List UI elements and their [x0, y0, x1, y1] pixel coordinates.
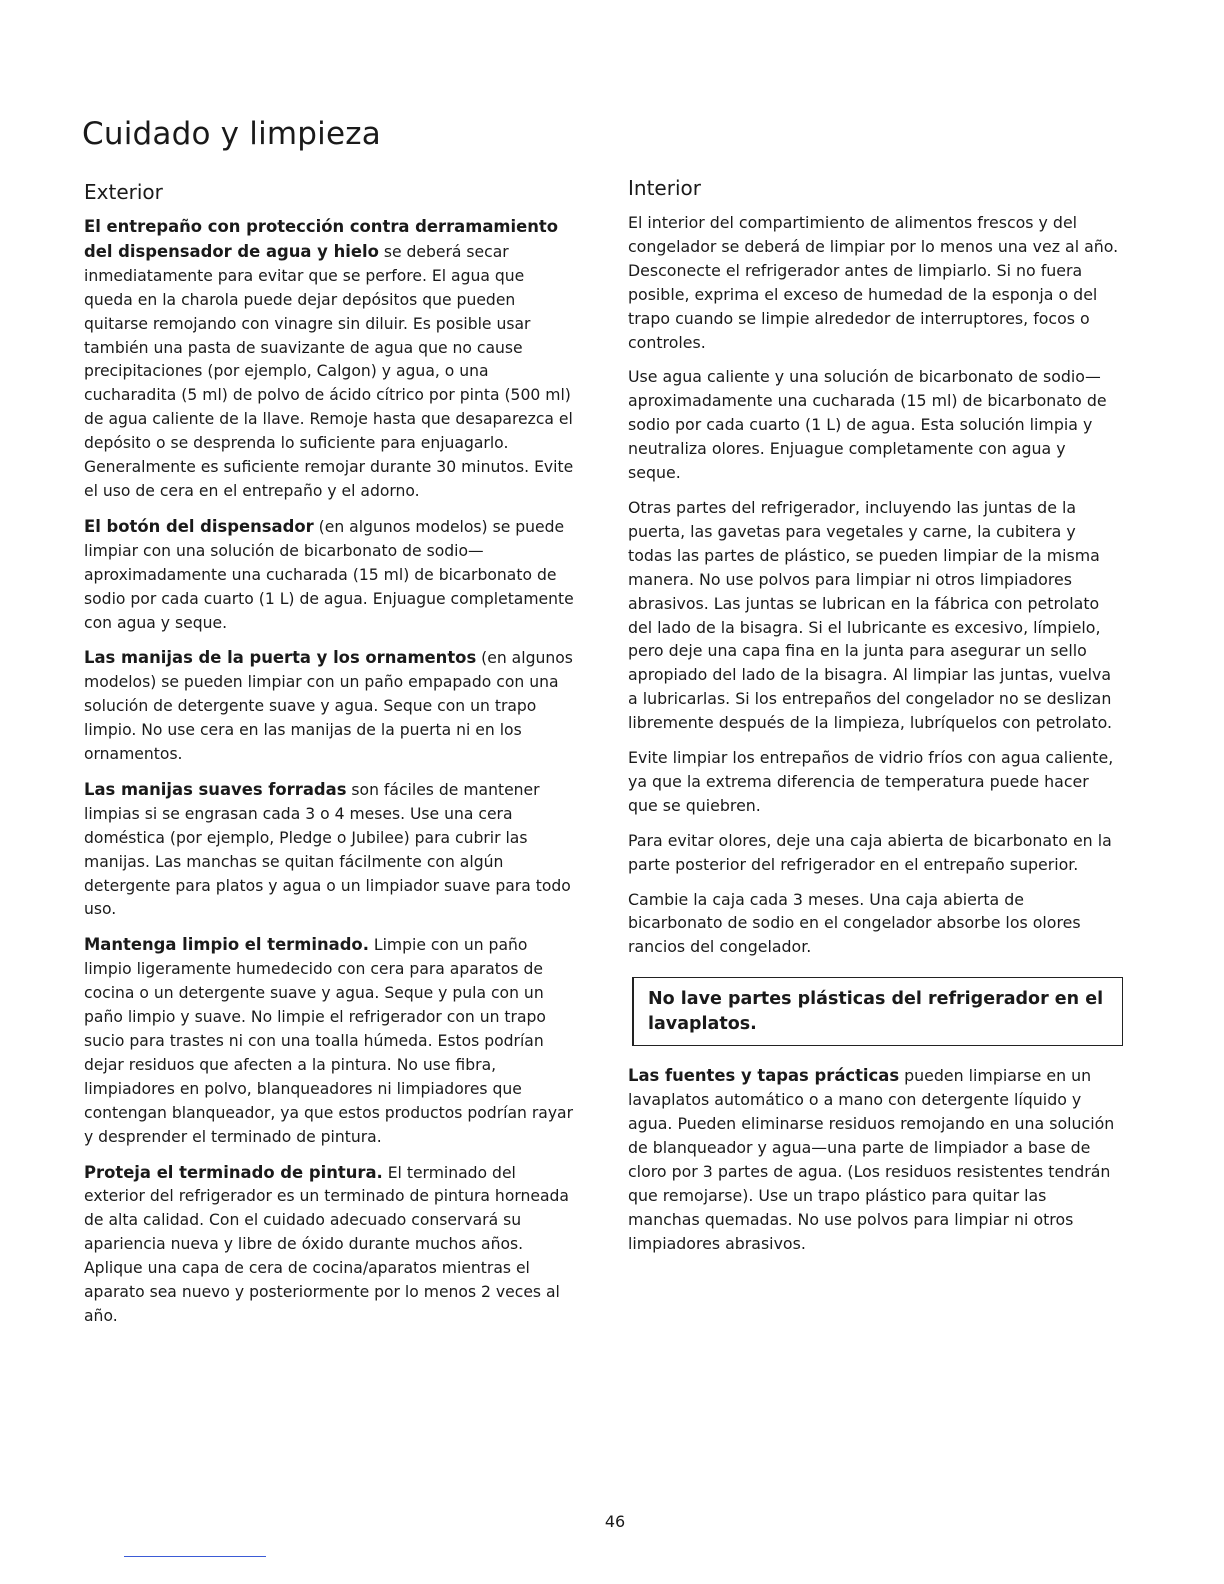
page-title: Cuidado y limpieza [82, 116, 381, 152]
paragraph-avoid-odors: Para evitar olores, deje una caja abierta de bicarbonato en la parte posterior del refrigerador en el entrepaño superior. [628, 830, 1112, 874]
paragraph-text: son fáciles de mantener limpias si se engrasan cada 3 o 4 meses. Use una cera doméstica (por ejemplo, Pledge o Jubilee) para cubrir las manijas. Las manchas se quitan fácilmente con algún detergente para platos y agua o un limpiador suave para todo uso. [84, 780, 571, 919]
paragraph-text: (en algunos modelos) se puede limpiar con una solución de bicarbonato de sodio—aproximadamente una cucharada (15 ml) de bicarbonato de sodio por cada cuarto (1 L) de agua. Enjuague completamente con agua y seque. [84, 517, 574, 632]
paragraph-serving-dishes [628, 1064, 1123, 1255]
interior-heading: Interior [628, 176, 701, 200]
paragraph-lead: Las manijas suaves forradas [84, 779, 347, 799]
paragraph-interior-clean: El interior del compartimiento de alimentos frescos y del congelador se deberá de limpiar por lo menos una vez al año. Desconecte el refrigerador antes de limpiarlo. Si no fuera posible, exprima el exceso de humedad de la esponja o del trapo cuando se limpie alrededor de interruptores, focos o controles. [628, 213, 1119, 352]
paragraph-lead: El botón del dispensador [84, 516, 314, 536]
paragraph-glass-shelves: Evite limpiar los entrepaños de vidrio fríos con agua caliente, ya que la extrema diferencia de temperatura puede hacer que se quiebren. [628, 748, 1114, 815]
paragraph-dispenser-button [84, 515, 574, 636]
footer-divider [124, 1556, 266, 1557]
paragraph-text: se deberá secar inmediatamente para evitar que se perfore. El agua que queda en la charola puede dejar depósitos que pueden quitarse remojando con vinagre sin diluir. Es posible usar también una pasta de suavizante de agua que no cause precipitaciones (por ejemplo, Calgon) y agua, o una cucharadita (5 ml) de polvo de ácido cítrico por pinta (500 ml) de agua caliente de la llave. Remoje hasta que desaparezca el depósito o se desprenda lo suficiente para enjuagarlo. Generalmente es suficiente remojar durante 30 minutos. Evite el uso de cera en el entrepaño y el adorno. [84, 242, 574, 500]
paragraph-door-handles [84, 646, 574, 767]
paragraph-lead: Las fuentes y tapas prácticas [628, 1066, 900, 1086]
paragraph-text: El terminado del exterior del refrigerador es un terminado de pintura horneada de alta calidad. Con el cuidado adecuado conservará su apariencia nueva y libre de óxido durante muchos años. Aplique una capa de cera de cocina/aparatos mientras el aparato sea nuevo y posteriormente por lo menos 2 veces al año. [84, 1163, 569, 1325]
paragraph-spill-shelf [84, 215, 574, 504]
paragraph-lead: El entrepaño con protección contra derramamiento del dispensador de agua y hielo [84, 217, 558, 261]
paragraph-text: (en algunos modelos) se pueden limpiar con un paño empapado con una solución de detergente suave y agua. Seque con un trapo limpio. No use cera en las manijas de la puerta ni en los ornamentos. [84, 649, 573, 764]
page-number: 46 [604, 1512, 626, 1531]
paragraph-lead: Las manijas de la puerta y los ornamentos [84, 648, 477, 668]
paragraph-protect-paint [84, 1161, 574, 1329]
paragraph-baking-soda-solution: Use agua caliente y una solución de bicarbonato de sodio—aproximadamente una cucharada (15 ml) de bicarbonato de sodio por cada cuarto (1 L) de agua. Esta solución limpia y neutraliza olores. Enjuague completamente con agua y seque. [628, 367, 1107, 483]
exterior-heading: Exterior [84, 180, 163, 204]
paragraph-lead: Proteja el terminado de pintura. [84, 1162, 383, 1182]
paragraph-other-parts: Otras partes del refrigerador, incluyendo las juntas de la puerta, las gavetas para vegetales y carne, la cubitera y todas las partes de plástico, se pueden limpiar de la misma manera. No use polvos para limpiar ni otros limpiadores abrasivos. Las juntas se lubrican en la fábrica con petrolato del lado de la bisagra. Si el lubricante es excesivo, límpielo, pero deje una capa fina en la junta para asegurar un sello apropiado del lado de la bisagra. Al limpiar las juntas, vuelva a lubricarlas. Si los entrepaños del congelador no se deslizan libremente después de la limpieza, lubríquelos con petrolato. [628, 497, 1113, 733]
paragraph-text: pueden limpiarse en un lavaplatos automático o a mano con detergente líquido y agua. Pueden eliminarse residuos remojando en una solución de blanqueador y agua—una parte de limpiador a base de cloro por 3 partes de agua. (Los residuos resistentes tendrán que remojarse). Use un trapo plástico para quitar las manchas quemadas. No use polvos para limpiar ni otros limpiadores abrasivos. [628, 1066, 1115, 1253]
dishwasher-warning-box: No lave partes plásticas del refrigerador en el lavaplatos. [632, 977, 1123, 1046]
paragraph-text: Limpie con un paño limpio ligeramente humedecido con cera para aparatos de cocina o un detergente suave y agua. Seque y pula con un paño limpio y suave. No limpie el refrigerador con un trapo sucio para trastes ni con una toalla húmeda. Estos podrían dejar residuos que afecten a la pintura. No use fibra, limpiadores en polvo, blanqueadores ni limpiadores que contengan blanqueador, ya que estos productos podrían rayar y desprender el terminado de pintura. [84, 936, 574, 1146]
paragraph-change-box: Cambie la caja cada 3 meses. Una caja abierta de bicarbonato de sodio en el congelador absorbe los olores rancios del congelador. [628, 889, 1081, 957]
exterior-section [84, 180, 574, 1340]
paragraph-lead: Mantenga limpio el terminado. [84, 935, 369, 955]
paragraph-keep-finish-clean [84, 933, 574, 1149]
paragraph-soft-handles [84, 778, 574, 922]
interior-section [628, 176, 1123, 1267]
